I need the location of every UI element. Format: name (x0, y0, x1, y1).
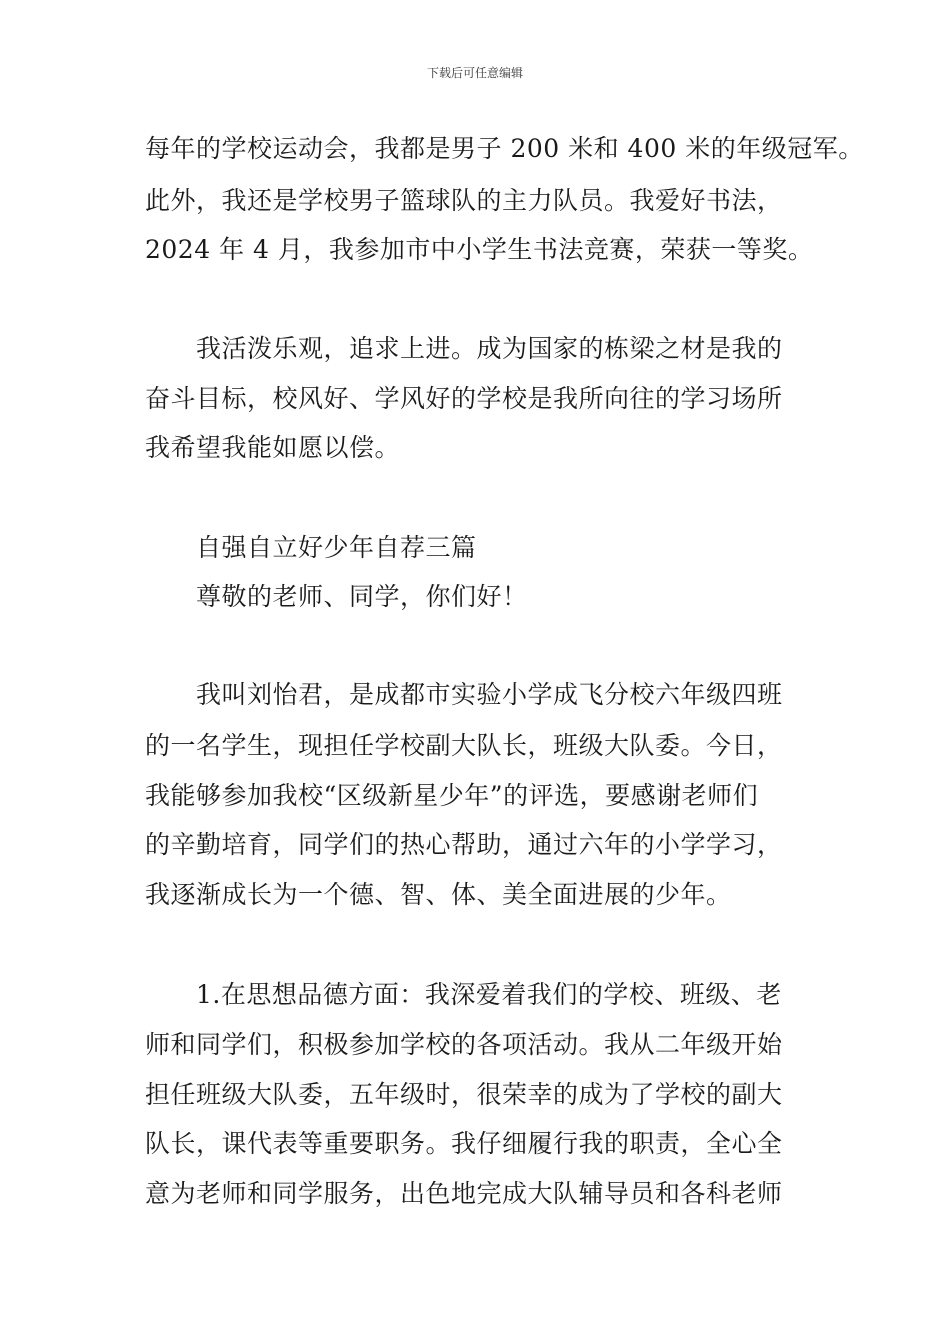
text-line: 我活泼乐观，追求上进。成为国家的栋梁之材是我的 (196, 334, 783, 363)
text-line: 的一名学生，现担任学校副大队长，班级大队委。今日， (145, 731, 783, 760)
text-line: 1.在思想品德方面：我深爱着我们的学校、班级、老 (196, 980, 782, 1009)
text-line: 我叫刘怡君，是成都市实验小学成飞分校六年级四班 (196, 680, 783, 709)
text-line: 奋斗目标，校风好、学风好的学校是我所向往的学习场所 (145, 384, 783, 413)
text-line: 师和同学们，积极参加学校的各项活动。我从二年级开始 (145, 1030, 783, 1059)
text-line: 每年的学校运动会，我都是男子 200 米和 400 米的年级冠军。 (145, 134, 864, 163)
text-line: 队长，课代表等重要职务。我仔细履行我的职责，全心全 (145, 1129, 783, 1158)
greeting: 尊敬的老师、同学，你们好！ (196, 582, 528, 611)
text-line: 意为老师和同学服务，出色地完成大队辅导员和各科老师 (145, 1179, 783, 1208)
text-line: 的辛勤培育，同学们的热心帮助，通过六年的小学学习， (145, 830, 783, 859)
text-line: 此外，我还是学校男子篮球队的主力队员。我爱好书法， (145, 186, 783, 215)
text-line: 我逐渐成长为一个德、智、体、美全面进展的少年。 (145, 880, 732, 909)
text-line: 担任班级大队委，五年级时，很荣幸的成为了学校的副大 (145, 1080, 783, 1109)
page-header: 下载后可任意编辑 (426, 66, 523, 80)
text-line: 我希望我能如愿以偿。 (145, 433, 401, 462)
text-line: 我能够参加我校“区级新星少年”的评选，要感谢老师们 (145, 781, 759, 810)
section-title: 自强自立好少年自荐三篇 (196, 533, 477, 562)
text-line: 2024 年 4 月，我参加市中小学生书法竞赛，荣获一等奖。 (145, 235, 814, 264)
